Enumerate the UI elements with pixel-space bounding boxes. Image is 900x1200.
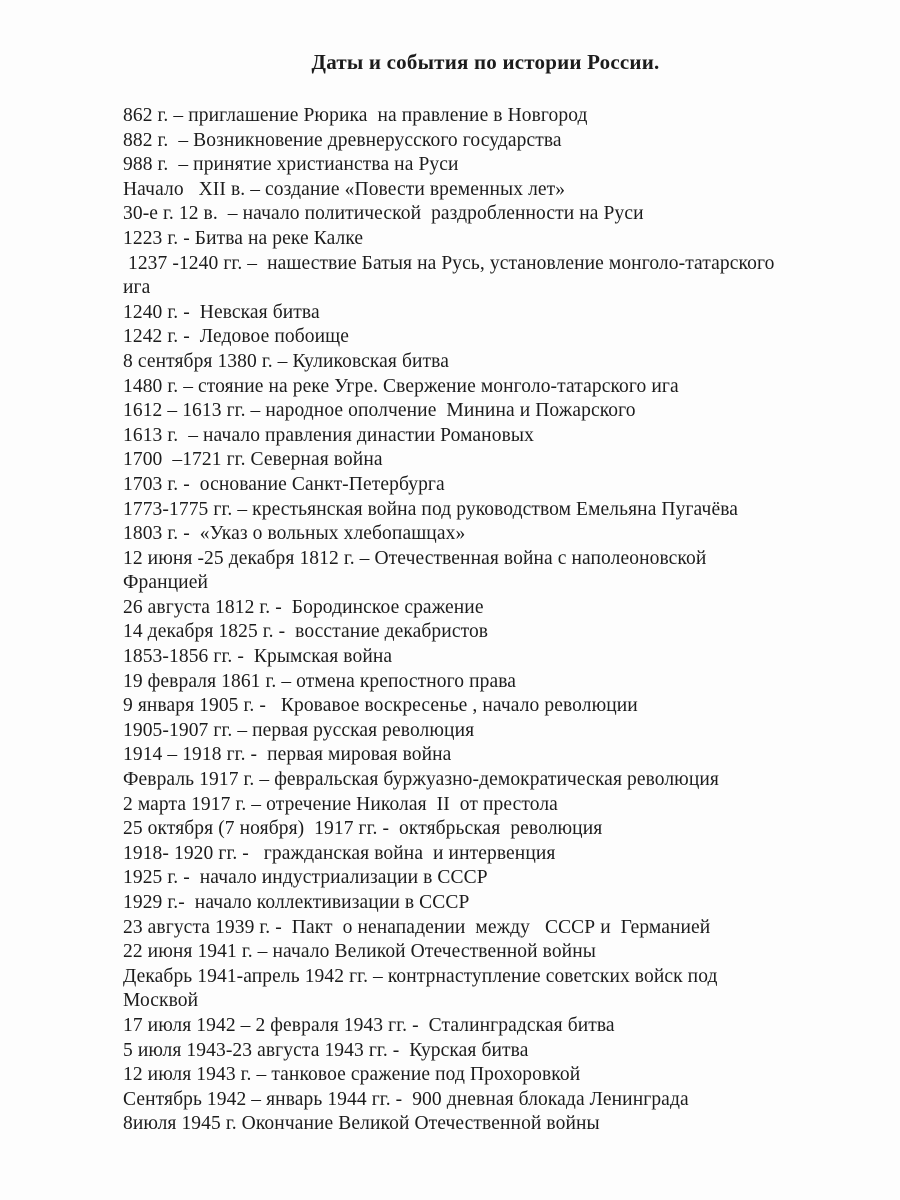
timeline-line: 9 января 1905 г. - Кровавое воскресенье , начало революции xyxy=(123,695,638,717)
timeline-line: 1914 – 1918 гг. - первая мировая война xyxy=(123,744,452,766)
timeline-line: 12 июня -25 декабря 1812 г. – Отечественная война с наполеоновской xyxy=(123,547,707,569)
timeline-line: 5 июля 1943-23 августа 1943 гг. - Курская битва xyxy=(123,1039,529,1061)
timeline-line: 23 августа 1939 г. - Пакт о ненападении между СССР и Германией xyxy=(123,916,711,938)
timeline-line: Францией xyxy=(123,572,209,594)
timeline-line: 1242 г. - Ледовое побоище xyxy=(123,326,349,348)
timeline-line: Декабрь 1941-апрель 1942 гг. – контрнаступление советских войск под xyxy=(123,965,718,987)
timeline-line: 17 июля 1942 – 2 февраля 1943 гг. - Сталинградская битва xyxy=(123,1014,615,1036)
timeline-line: 8июля 1945 г. Окончание Великой Отечественной войны xyxy=(123,1113,600,1135)
timeline-line: 1905-1907 гг. – первая русская революция xyxy=(123,719,475,741)
timeline-line: 988 г. – принятие христианства на Руси xyxy=(123,154,459,176)
timeline-line: 14 декабря 1825 г. - восстание декабристов xyxy=(123,621,489,643)
timeline-line: 1612 – 1613 гг. – народное ополчение Минина и Пожарского xyxy=(123,400,636,422)
timeline-line: ига xyxy=(123,277,151,299)
timeline-line: 1240 г. - Невская битва xyxy=(123,301,320,323)
timeline-line: 1925 г. - начало индустриализации в СССР xyxy=(123,867,488,889)
timeline-line: 882 г. – Возникновение древнерусского государства xyxy=(123,129,562,151)
timeline-line: Начало XII в. – создание «Повести временных лет» xyxy=(123,178,566,200)
timeline-line: 1613 г. – начало правления династии Романовых xyxy=(123,424,534,446)
timeline-line: 26 августа 1812 г. - Бородинское сражение xyxy=(123,596,484,618)
timeline-line: 1929 г.- начало коллективизации в СССР xyxy=(123,892,470,913)
timeline-line: Февраль 1917 г. – февральская буржуазно-демократическая революция xyxy=(123,769,719,791)
timeline-line: 19 февраля 1861 г. – отмена крепостного права xyxy=(123,670,517,692)
timeline-line: 1803 г. - «Указ о вольных хлебопашцах» xyxy=(123,523,466,545)
timeline-line: Москвой xyxy=(123,990,199,1012)
timeline-line: 1237 -1240 гг. – нашествие Батыя на Русь, установление монголо-татарского xyxy=(123,252,775,274)
timeline-line: 8 сентября 1380 г. – Куликовская битва xyxy=(123,350,449,372)
timeline-line: 12 июля 1943 г. – танковое сражение под Прохоровкой xyxy=(123,1064,581,1086)
timeline-line: 1853-1856 гг. - Крымская война xyxy=(123,646,393,668)
timeline-line: 862 г. – приглашение Рюрика на правление в Новгород xyxy=(123,105,588,126)
timeline-list xyxy=(123,104,848,1137)
timeline-line: 1703 г. - основание Санкт-Петербурга xyxy=(123,473,445,495)
timeline-line: 30-е г. 12 в. – начало политической раздробленности на Руси xyxy=(123,203,644,225)
timeline-line: 1773-1775 гг. – крестьянская война под руководством Емельяна Пугачёва xyxy=(123,498,738,520)
timeline-line: 1918- 1920 гг. - гражданская война и интервенция xyxy=(123,842,556,864)
timeline-line: Сентябрь 1942 – январь 1944 гг. - 900 дневная блокада Ленинграда xyxy=(123,1088,689,1110)
timeline-line: 1480 г. – стояние на реке Угре. Свержение монголо-татарского ига xyxy=(123,375,679,397)
timeline-line: 25 октября (7 ноября) 1917 гг. - октябрьская революция xyxy=(123,818,603,840)
timeline-line: 1700 –1721 гг. Северная война xyxy=(123,449,383,471)
page-title: Даты и события по истории России. xyxy=(311,50,660,74)
timeline-line: 2 марта 1917 г. – отречение Николая II от престола xyxy=(123,793,558,815)
timeline-line: 22 июня 1941 г. – начало Великой Отечественной войны xyxy=(123,941,596,963)
timeline-line: 1223 г. - Битва на реке Калке xyxy=(123,227,364,249)
